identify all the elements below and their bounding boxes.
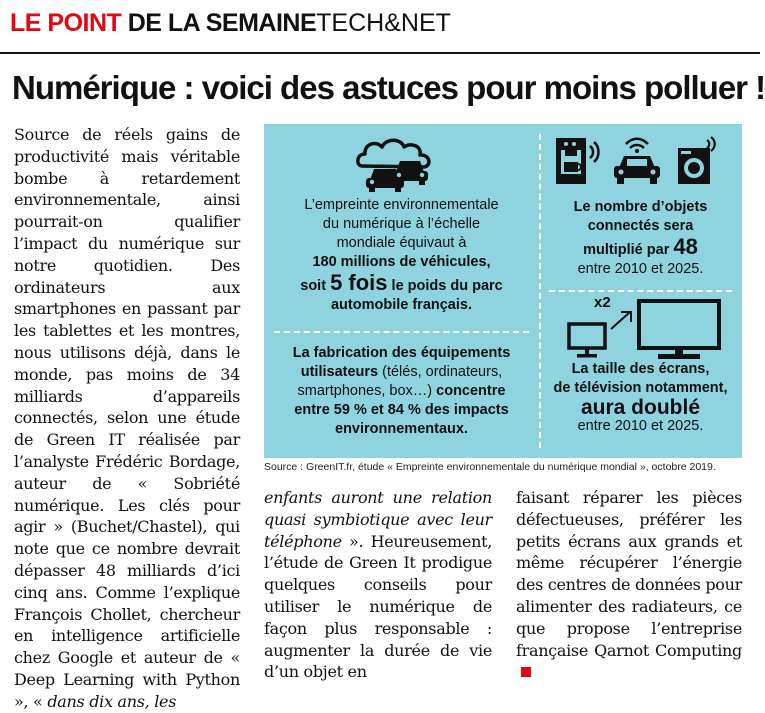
dashed-divider-vertical	[539, 134, 541, 448]
end-mark-icon	[521, 667, 531, 677]
coffee-machine-icon	[554, 136, 600, 186]
info-text-bold: La fabrication des équipements	[292, 345, 511, 361]
large-tv-icon	[636, 298, 722, 360]
header-rule	[0, 52, 760, 54]
info-text: mondiale équivaut à	[336, 235, 467, 251]
rubric-red: LE POINT	[10, 9, 128, 37]
info-text	[274, 363, 529, 382]
info-text-bold	[549, 236, 732, 260]
column1-italic-quote: dans dix ans, les	[47, 691, 177, 711]
info-text: soit	[300, 278, 331, 294]
info-text-bold: entre 59 % et 84 % des impacts	[294, 402, 509, 418]
infographic-box	[264, 124, 742, 458]
infographic-source: Source : GreenIT.fr, étude « Empreinte environnementale du numérique mondial », octobre 2019.	[264, 461, 716, 473]
info-highlight: 5 fois	[330, 270, 388, 295]
info-text: (télés, ordinateurs,	[378, 364, 503, 380]
info-text: le poids du parc	[387, 278, 503, 294]
article-column-3	[516, 487, 742, 683]
rubric-section: TECH&NET	[316, 9, 451, 37]
info-text-bold: Le nombre d’objets	[573, 199, 708, 215]
info-text-bold: 180 millions de véhicules,	[312, 254, 491, 270]
arrow-icon	[609, 308, 635, 332]
article-column-1	[14, 124, 240, 713]
info-text-bold	[274, 272, 529, 296]
info-text-bold: concentre	[432, 383, 506, 399]
info-text-bold: connectés sera	[587, 218, 694, 234]
info-text-bold: La taille des écrans,	[571, 361, 710, 377]
info-block-footprint	[274, 196, 529, 315]
info-block-screen-size	[549, 360, 732, 436]
info-text: multiplié par	[583, 242, 674, 258]
info-text: entre 2010 et 2025.	[577, 261, 704, 277]
dashed-divider-right	[549, 290, 732, 292]
column2-text: ». Heureusement, l’étude de Green It prodigue quelques conseils pour utiliser le numérique de façon plus responsable : augmenter la durée de vie d’un objet en	[264, 531, 492, 682]
connected-car-icon	[609, 134, 665, 186]
info-text-bold: utilisateurs	[300, 364, 379, 380]
washing-machine-icon	[676, 134, 726, 186]
info-text: L’empreinte environnementale	[304, 197, 499, 213]
info-text-bold: automobile français.	[330, 297, 472, 313]
info-highlight: 48	[673, 234, 698, 259]
multiplier-label: x2	[594, 294, 611, 311]
column3-text: faisant réparer les pièces défectueuses, préférer les petits écrans aux grands et même récupérer l’énergie des centres de données pour alimenter des radiateurs, ce que propose l’entreprise française Qarnot Computing	[516, 488, 742, 660]
section-rubric	[10, 6, 451, 40]
small-tv-icon	[566, 320, 610, 360]
info-text: smartphones, box…)	[297, 383, 433, 399]
info-text	[274, 382, 529, 401]
article-column-2	[264, 487, 492, 683]
page-title: Numérique : voici des astuces pour moins polluer !	[12, 69, 765, 106]
info-highlight: aura doublé	[580, 396, 701, 419]
info-block-manufacturing	[274, 344, 529, 439]
column2-italic-quote: enfants auront une relation quasi symbiotique avec leur téléphone	[264, 488, 492, 551]
info-block-connected-objects	[549, 198, 732, 279]
rubric-black: DE LA SEMAINE	[127, 9, 317, 37]
dashed-divider-left	[274, 331, 529, 333]
column1-text: Source de réels gains de productivité mais véritable bombe à retardement environnementale, ainsi pourrait-on qualifier l’impact du numérique sur notre quotidien. Des ordinateurs aux smartphones en passant par les tablettes et les montres, nous utilisons déjà, dans le monde, pas moins de 34 milliards d’appareils connectés, selon une étude de Green IT réalisée par l’analyste Frédéric Bordage, auteur de « Sobriété numérique. Les clés pour agir » (Buchet/Chastel), qui note que ce nombre devrait dépasser 48 milliards d’ici cinq ans. Comme l’explique François Chollet, chercheur en intelligence artificielle chez Google et auteur de « Deep Learning with Python », «	[14, 125, 240, 711]
cars-in-smog-icon	[356, 136, 434, 194]
info-text-bold: de télévision notamment,	[553, 380, 728, 396]
info-text: du numérique à l’échelle	[322, 216, 481, 232]
info-text: entre 2010 et 2025.	[577, 418, 704, 434]
info-text-bold: environnementaux.	[335, 421, 468, 437]
